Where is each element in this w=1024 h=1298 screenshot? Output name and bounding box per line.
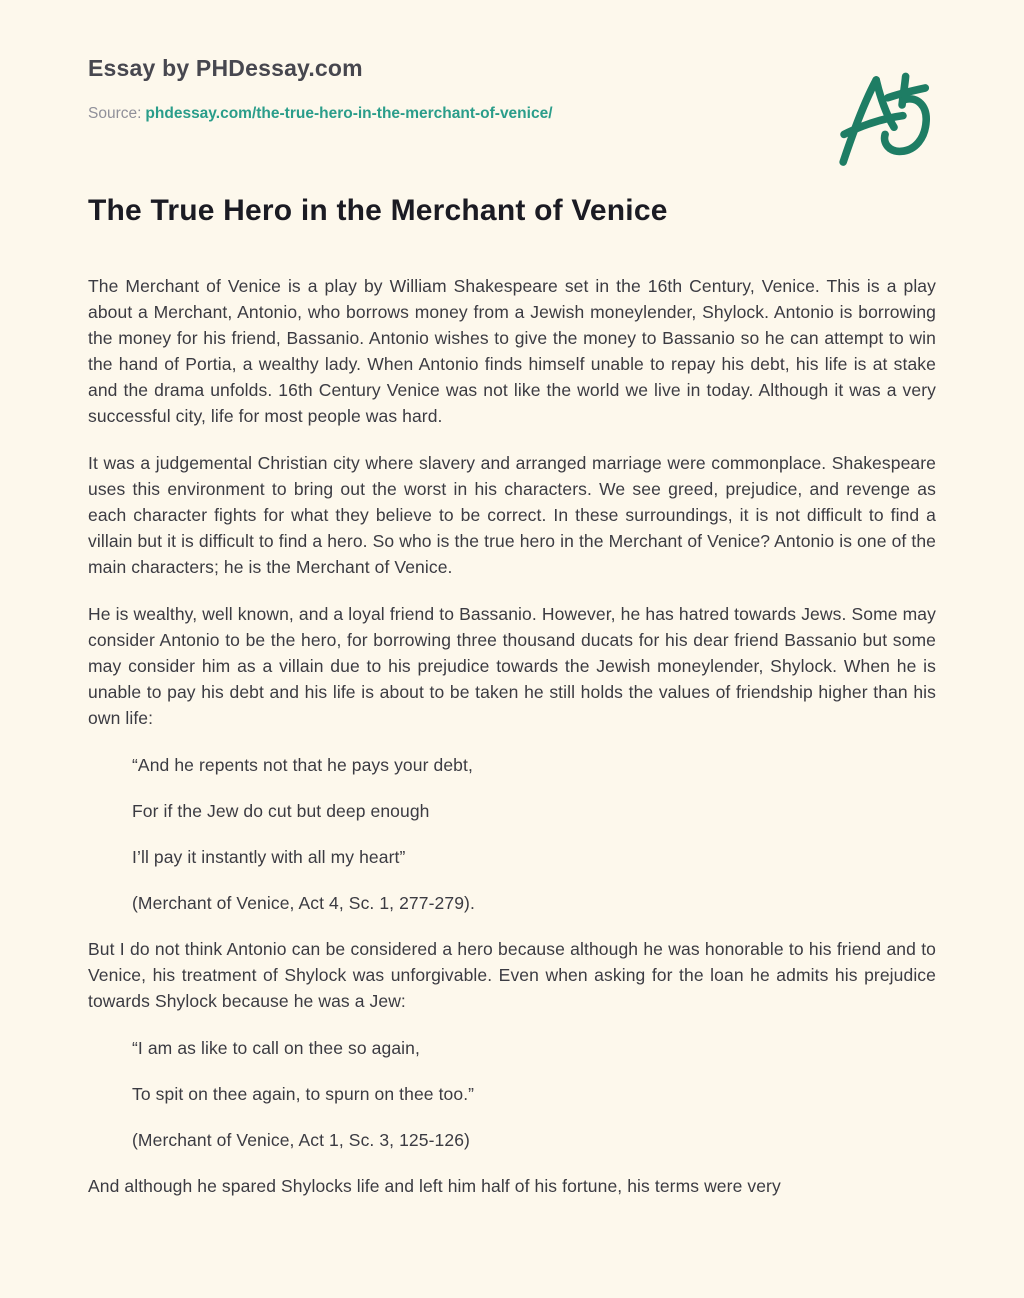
essay-byline: Essay by PHDessay.com (88, 55, 363, 81)
quote-line: “And he repents not that he pays your debt, (132, 755, 473, 775)
quote-line: “I am as like to call on thee so again, (132, 1038, 420, 1058)
page-title: The True Hero in the Merchant of Venice (88, 194, 668, 227)
essay-paragraph: The Merchant of Venice is a play by William Shakespeare set in the 16th Century, Venice. This is a play about a Merchant, Antonio, who borrows money from a Jewish moneylender, Shylock. Antonio is borrowing the money for his friend, Bassanio. Antonio wishes to give the money to Bassanio so he can attempt to win the hand of Portia, a wealthy lady. When Antonio finds himself unable to repay his debt, his life is at stake and the drama unfolds. 16th Century Venice was not like the world we live in today. Although it was a very successful city, life for most people was hard. (88, 276, 936, 426)
essay-paragraph: But I do not think Antonio can be considered a hero because although he was honorable to his friend and to Venice, his treatment of Shylock was unforgivable. Even when asking for the loan he admits his prejudice towards Shylock because he was a Jew: (88, 939, 936, 1011)
essay-paragraph: And although he spared Shylocks life and left him half of his fortune, his terms were very (88, 1176, 781, 1196)
source-label: Source: (88, 105, 142, 122)
source-link[interactable]: phdessay.com/the-true-hero-in-the-merchant-of-venice/ (145, 105, 553, 122)
quote-citation: (Merchant of Venice, Act 4, Sc. 1, 277-279). (132, 893, 475, 913)
quote-line: I’ll pay it instantly with all my heart” (132, 847, 406, 867)
source-row (88, 104, 936, 123)
quote-citation: (Merchant of Venice, Act 1, Sc. 3, 125-126) (132, 1130, 470, 1150)
quote-line: To spit on thee again, to spurn on thee too.” (132, 1084, 475, 1104)
essay-paragraph: He is wealthy, well known, and a loyal friend to Bassanio. However, he has hatred towards Jews. Some may consider Antonio to be the hero, for borrowing three thousand ducats for his dear friend Bassanio but some may consider him as a villain due to his prejudice towards the Jewish moneylender, Shylock. When he is unable to pay his debt and his life is about to be taken he still holds the values of friendship higher than his own life: (88, 604, 936, 728)
essay-body (88, 273, 936, 1199)
phdessay-a-plus-logo-icon (828, 56, 944, 186)
essay-paragraph: It was a judgemental Christian city where slavery and arranged marriage were commonplace. Shakespeare uses this environment to bring out the worst in his characters. We see greed, prejudice, and revenge as each character fights for what they believe to be correct. In these surroundings, it is not difficult to find a villain but it is difficult to find a hero. So who is the true hero in the Merchant of Venice? Antonio is one of the main characters; he is the Merchant of Venice. (88, 453, 936, 577)
quote-line: For if the Jew do cut but deep enough (132, 801, 430, 821)
